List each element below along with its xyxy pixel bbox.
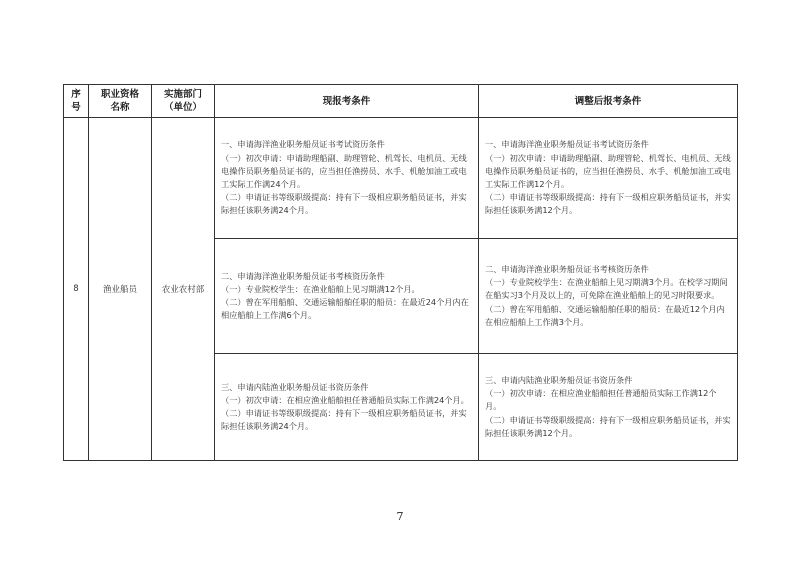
current-condition-2 [215, 239, 479, 354]
condition-heading: 二、申请海洋渔业职务船员证书考核资历条件 [485, 263, 649, 274]
occupation-cell: 渔业船员 [89, 118, 152, 461]
condition-item: （二）申请证书等级职级提高：持有下一级相应职务船员证书，并实际担任该职务满24个月。 [221, 408, 467, 432]
condition-heading: 三、申请内陆渔业职务船员证书资历条件 [485, 374, 633, 385]
adjusted-condition-2 [479, 239, 738, 354]
condition-item: （一）专业院校学生：在渔业船舶上见习期满12个月。 [221, 283, 420, 294]
current-condition-1 [215, 118, 479, 239]
adjusted-condition-1 [479, 118, 738, 239]
header-seq: 序号 [64, 85, 89, 118]
table-header-row [64, 85, 738, 118]
condition-heading: 二、申请海洋渔业职务船员证书考核资历条件 [221, 270, 385, 281]
condition-item: （二）申请证书等级职级提高：持有下一级相应职务船员证书，并实际担任该职务满12个月。 [485, 414, 731, 438]
table-row [64, 118, 738, 239]
header-department: 实施部门（单位） [152, 85, 215, 118]
header-adjusted-conditions: 调整后报考条件 [479, 85, 738, 118]
condition-heading: 三、申请内陆渔业职务船员证书资历条件 [221, 381, 369, 392]
conditions-table [63, 84, 738, 461]
condition-item: （一）初次申请：申请助理船副、助理管轮、机驾长、电机员、无线电操作员职务船员证书的，应当担任渔捞员、水手、机舱加油工或电工实际工作满12个月。 [485, 152, 731, 189]
condition-item: （二）曾在军用船舶、交通运输船舶任职的船员：在最近24个月内在相应船舶上工作满6个月。 [221, 297, 469, 321]
adjusted-condition-3 [479, 354, 738, 461]
condition-item: （二）申请证书等级职级提高：持有下一级相应职务船员证书，并实际担任该职务满12个月。 [485, 192, 731, 216]
condition-item: （一）初次申请：申请助理船副、助理管轮、机驾长、电机员、无线电操作员职务船员证书的，应当担任渔捞员、水手、机舱加油工或电工实际工作满24个月。 [221, 152, 467, 189]
page-number: 7 [396, 510, 404, 523]
condition-item: （二）曾在军用船舶、交通运输船舶任职的船员：在最近12个月内在相应船舶上工作满3个月。 [485, 303, 725, 327]
condition-item: （一）初次申请：在相应渔业船舶担任普通船员实际工作满12个月。 [485, 388, 717, 412]
header-occupation: 职业资格名称 [89, 85, 152, 118]
condition-item: （一）初次申请：在相应渔业船舶担任普通船员实际工作满24个月。 [221, 394, 469, 405]
condition-item: （二）申请证书等级职级提高：持有下一级相应职务船员证书，并实际担任该职务满24个月。 [221, 192, 467, 216]
conditions-table-wrapper [63, 84, 737, 460]
condition-item: （一）专业院校学生：在渔业船舶上见习期满3个月。在校学习期间在船实习3个月及以上的，可免除在渔业船舶上的见习时限要求。 [485, 277, 728, 301]
header-current-conditions: 现报考条件 [215, 85, 479, 118]
condition-heading: 一、申请海洋渔业职务船员证书考试资历条件 [221, 139, 385, 150]
condition-heading: 一、申请海洋渔业职务船员证书考试资历条件 [485, 139, 649, 150]
seq-cell: 8 [64, 118, 89, 461]
current-condition-3 [215, 354, 479, 461]
department-cell: 农业农村部 [152, 118, 215, 461]
